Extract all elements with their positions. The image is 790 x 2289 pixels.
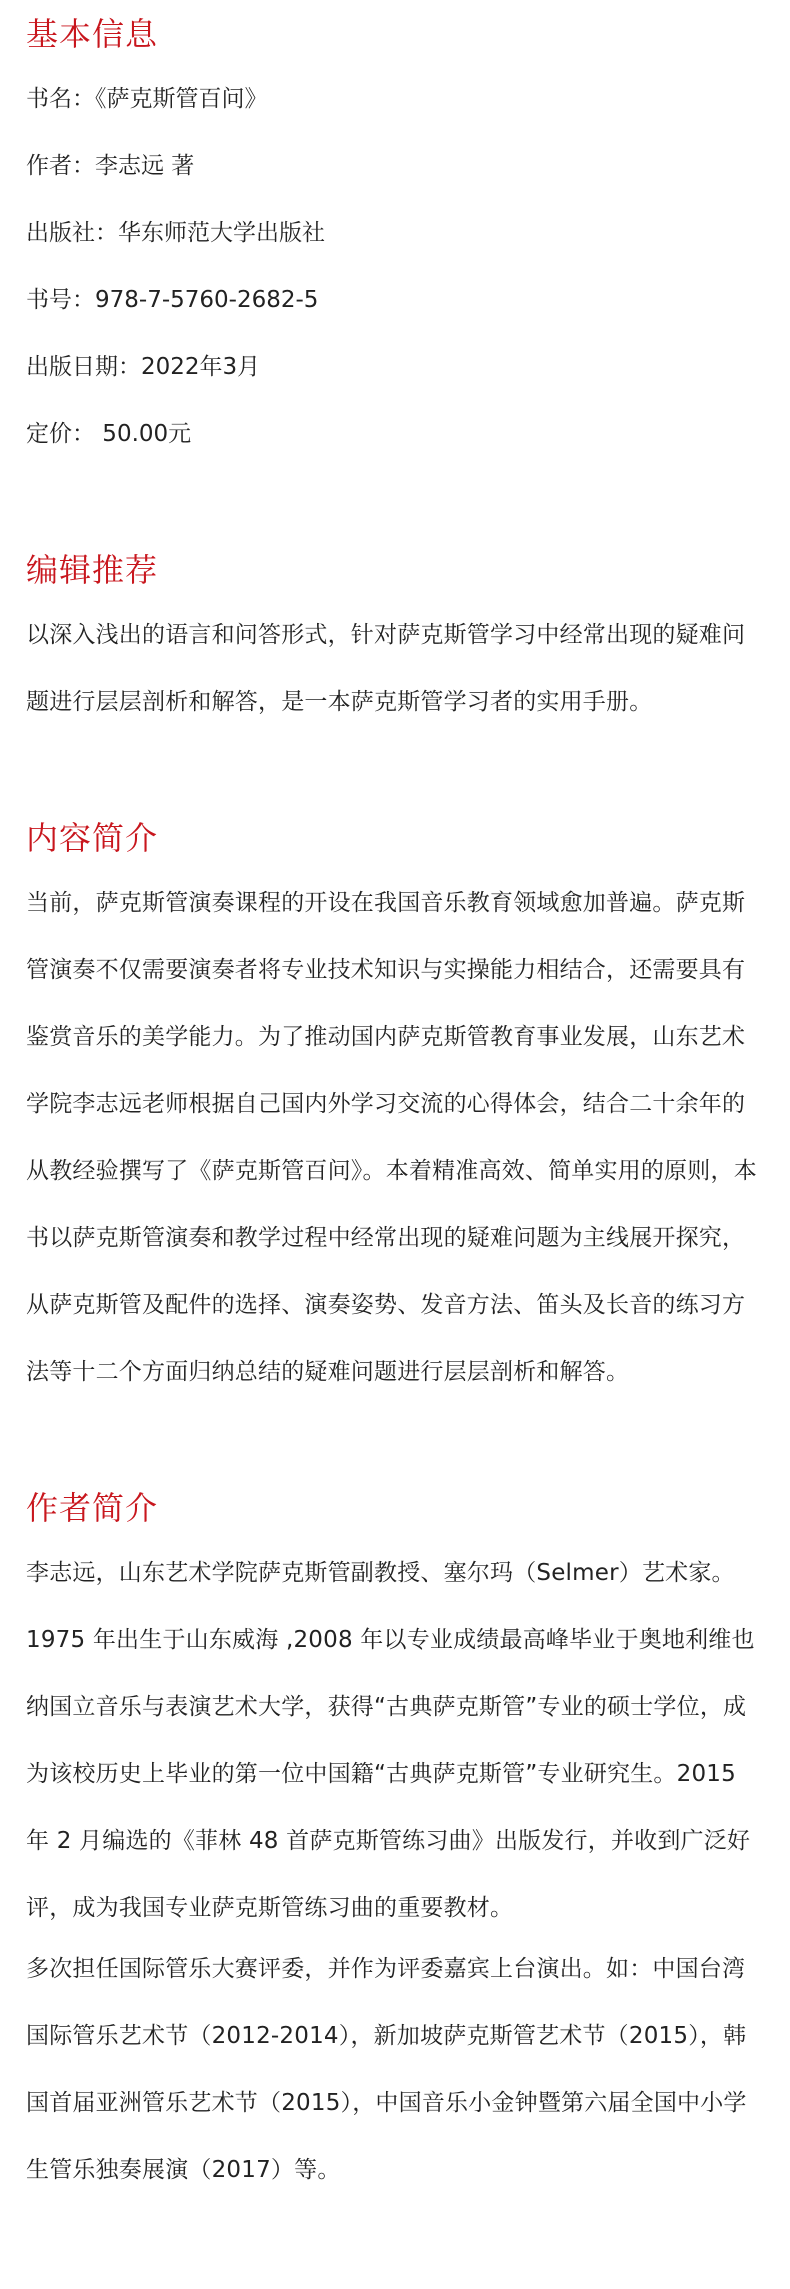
book-title-line: 书名：《萨克斯管百问》 bbox=[26, 86, 268, 112]
editor-recommend-heading: 编辑推荐 bbox=[26, 551, 159, 589]
author-line: 作者：李志远 著 bbox=[26, 153, 195, 179]
basic-info-section bbox=[26, 2, 766, 468]
editor-recommend-text: 以深入浅出的语言和问答形式，针对萨克斯管学习中经常出现的疑难问题进行层层剖析和解答，是一本萨克斯管学习者的实用手册。 bbox=[26, 622, 746, 715]
editor-recommend-section bbox=[26, 538, 766, 736]
book-info-page bbox=[0, 2, 790, 2204]
content-intro-heading: 内容简介 bbox=[26, 819, 159, 857]
author-intro-heading: 作者简介 bbox=[26, 1489, 159, 1527]
price-line: 定价： 50.00元 bbox=[26, 421, 192, 447]
content-intro-section bbox=[26, 806, 766, 1406]
basic-info-heading: 基本信息 bbox=[26, 15, 159, 53]
author-bio-paragraph: 李志远，山东艺术学院萨克斯管副教授、塞尔玛（Selmer）艺术家。1975 年出生于山东威海 ,2008 年以专业成绩最高峰毕业于奥地利维也纳国立音乐与表演艺术大学，获得“古典萨克斯管”专业的硕士学位，成为该校历史上毕业的第一位中国籍“古典萨克斯管”专业研究生。2015 年 2 月编选的《菲林 48 首萨克斯管练习曲》出版发行，并收到广泛好评，成为我国专业萨克斯管练习曲的重要教材。 bbox=[26, 1560, 755, 1921]
author-intro-section bbox=[26, 1476, 766, 2204]
content-intro-text: 当前，萨克斯管演奏课程的开设在我国音乐教育领域愈加普遍。萨克斯管演奏不仅需要演奏者将专业技术知识与实操能力相结合，还需要具有鉴赏音乐的美学能力。为了推动国内萨克斯管教育事业发展，山东艺术学院李志远老师根据自己国内外学习交流的心得体会，结合二十余年的从教经验撰写了《萨克斯管百问》。本着精准高效、简单实用的原则，本书以萨克斯管演奏和教学过程中经常出现的疑难问题为主线展开探究，从萨克斯管及配件的选择、演奏姿势、发音方法、笛头及长音的练习方法等十二个方面归纳总结的疑难问题进行层层剖析和解答。 bbox=[26, 890, 757, 1385]
publisher-line: 出版社：华东师范大学出版社 bbox=[26, 220, 325, 246]
isbn-line: 书号：978-7-5760-2682-5 bbox=[26, 287, 319, 313]
author-activities-paragraph: 多次担任国际管乐大赛评委，并作为评委嘉宾上台演出。如：中国台湾国际管乐艺术节（2012-2014），新加坡萨克斯管艺术节（2015），韩国首届亚洲管乐艺术节（2015），中国音乐小金钟暨第六届全国中小学生管乐独奏展演（2017）等。 bbox=[26, 1956, 747, 2183]
publish-date-line: 出版日期：2022年3月 bbox=[26, 354, 261, 380]
